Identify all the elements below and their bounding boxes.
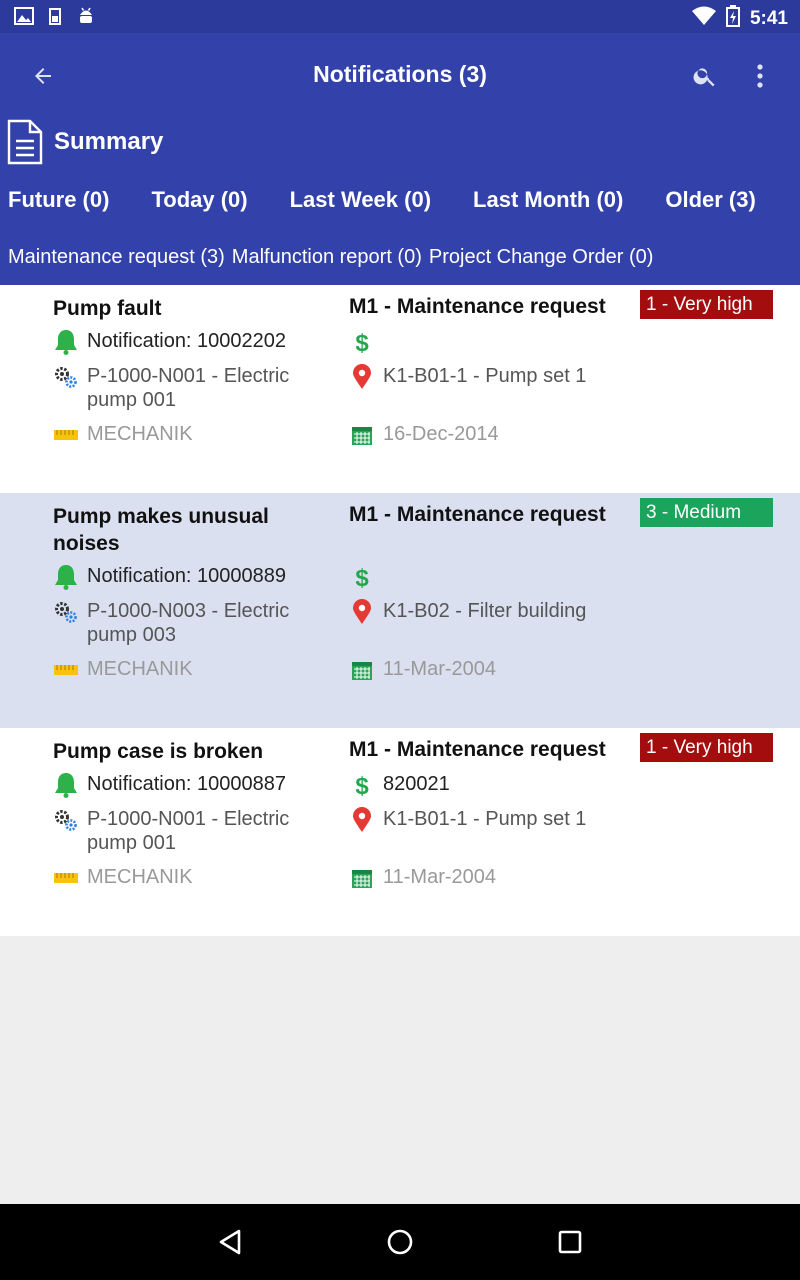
equipment-value: P-1000-N001 - Electric pump 001	[87, 808, 290, 854]
location-pin-icon	[349, 364, 375, 390]
notification-number: Notification: 10002202	[87, 330, 287, 352]
type-filter-malfunction-report[interactable]: Malfunction report (0)	[231, 246, 422, 268]
notification-card[interactable]	[0, 285, 800, 493]
notification-type: M1 - Maintenance request	[349, 503, 606, 526]
notification-title: Pump fault	[53, 297, 162, 320]
wifi-icon	[692, 6, 716, 31]
android-icon	[76, 6, 96, 31]
location-value: K1-B02 - Filter building	[383, 600, 587, 622]
period-filter-last-month[interactable]: Last Month (0)	[473, 187, 624, 212]
notification-title: Pump makes unusual noises	[53, 505, 269, 555]
equipment-value: P-1000-N003 - Electric pump 003	[87, 600, 290, 646]
date-value: 11-Mar-2004	[383, 658, 497, 680]
battery-small-icon	[48, 7, 62, 30]
gears-icon	[53, 807, 79, 833]
bell-icon	[53, 564, 79, 590]
clock: 5:41	[749, 7, 788, 29]
cost-value: 820021	[383, 773, 450, 795]
notification-number: Notification: 10000887	[87, 773, 287, 795]
page-title: Notifications (3)	[313, 61, 487, 87]
date-value: 16-Dec-2014	[383, 423, 499, 445]
period-filter-today[interactable]: Today (0)	[151, 187, 248, 212]
type-filter-bar	[8, 246, 653, 269]
system-navigation-bar	[0, 1204, 800, 1280]
summary-label: Summary	[54, 128, 164, 155]
period-filter-older[interactable]: Older (3)	[665, 187, 756, 212]
work-center-value: MECHANIK	[87, 866, 193, 888]
location-pin-icon	[349, 807, 375, 833]
gears-icon	[53, 599, 79, 625]
summary-tab[interactable]	[6, 119, 163, 165]
nav-back-button[interactable]	[212, 1224, 248, 1260]
location-value: K1-B01-1 - Pump set 1	[383, 808, 587, 830]
calendar-icon	[349, 865, 375, 891]
nav-recents-button[interactable]	[552, 1224, 588, 1260]
ruler-icon	[53, 657, 79, 683]
priority-badge: 3 - Medium	[640, 498, 773, 527]
notification-type: M1 - Maintenance request	[349, 738, 606, 761]
nav-back-icon	[217, 1228, 243, 1256]
notification-card[interactable]	[0, 493, 800, 728]
more-vert-icon	[756, 63, 764, 89]
type-filter-maintenance-request[interactable]: Maintenance request (3)	[8, 246, 225, 268]
priority-badge: 1 - Very high	[640, 733, 773, 762]
notification-type: M1 - Maintenance request	[349, 295, 606, 318]
image-icon	[14, 7, 34, 30]
notification-list	[0, 285, 800, 936]
period-filter-last-week[interactable]: Last Week (0)	[289, 187, 432, 212]
status-bar	[0, 0, 800, 33]
notification-card[interactable]	[0, 728, 800, 936]
location-pin-icon	[349, 599, 375, 625]
svg-text:$: $	[355, 565, 369, 590]
priority-badge: 1 - Very high	[640, 290, 773, 319]
date-value: 11-Mar-2004	[383, 866, 497, 888]
nav-recents-icon	[557, 1229, 583, 1255]
period-filter-bar	[8, 187, 756, 213]
search-button[interactable]	[688, 59, 722, 93]
bell-icon	[53, 772, 79, 798]
battery-charging-icon	[726, 5, 740, 32]
svg-text:$: $	[355, 773, 369, 798]
gears-icon	[53, 364, 79, 390]
work-center-value: MECHANIK	[87, 423, 193, 445]
dollar-icon	[349, 772, 375, 798]
bell-icon	[53, 329, 79, 355]
notification-number: Notification: 10000889	[87, 565, 287, 587]
nav-home-button[interactable]	[382, 1224, 418, 1260]
type-filter-project-change-order[interactable]: Project Change Order (0)	[428, 246, 654, 268]
dollar-icon	[349, 329, 375, 355]
dollar-icon	[349, 564, 375, 590]
equipment-value: P-1000-N001 - Electric pump 001	[87, 365, 290, 411]
calendar-icon	[349, 657, 375, 683]
svg-text:$: $	[355, 330, 369, 355]
nav-home-icon	[386, 1228, 414, 1256]
work-center-value: MECHANIK	[87, 658, 193, 680]
document-icon	[6, 119, 44, 165]
calendar-icon	[349, 422, 375, 448]
app-bar	[0, 33, 800, 285]
location-value: K1-B01-1 - Pump set 1	[383, 365, 587, 387]
notification-title: Pump case is broken	[53, 740, 264, 763]
overflow-menu-button[interactable]	[746, 59, 774, 93]
search-icon	[692, 63, 718, 89]
ruler-icon	[53, 422, 79, 448]
period-filter-future[interactable]: Future (0)	[8, 187, 110, 212]
ruler-icon	[53, 865, 79, 891]
